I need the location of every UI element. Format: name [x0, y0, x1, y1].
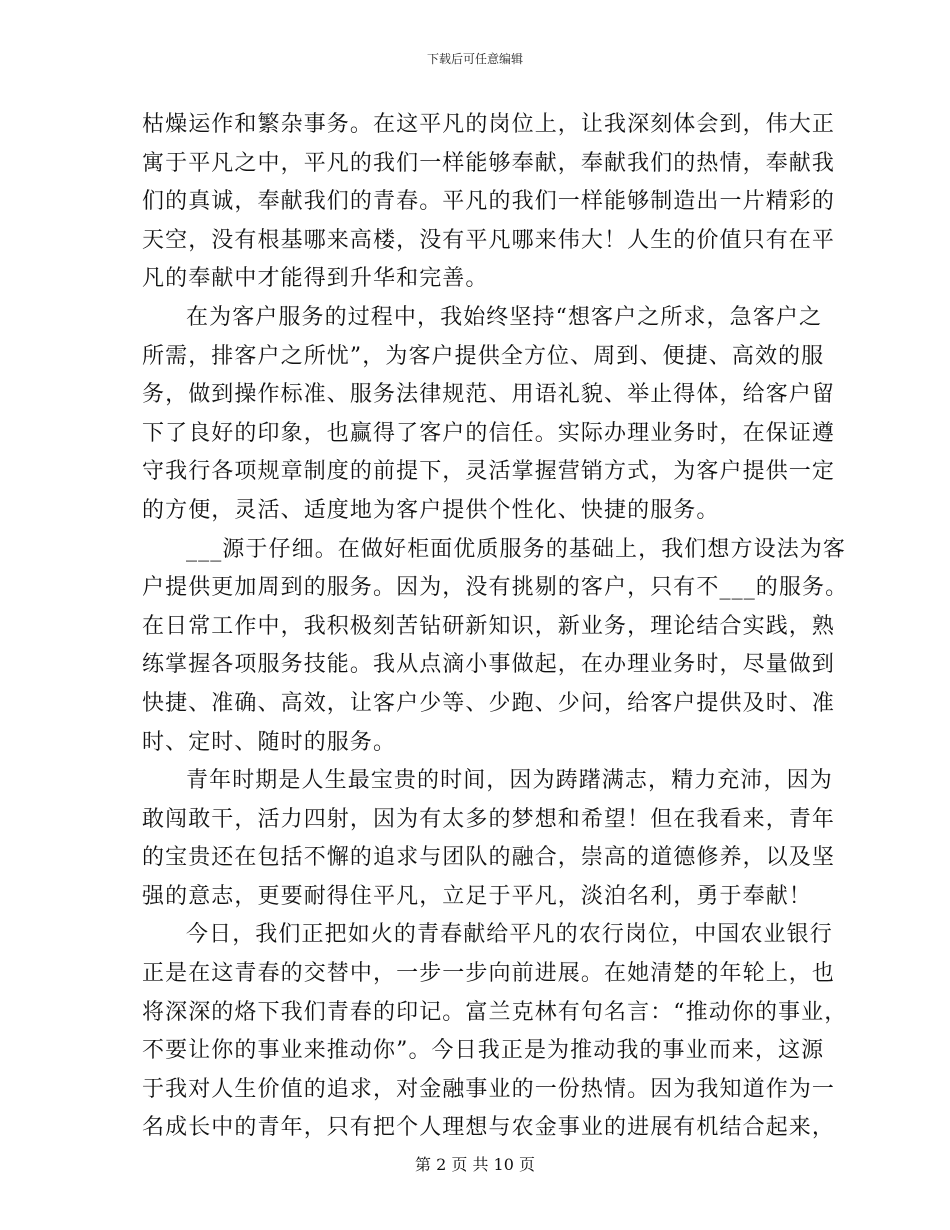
text-line: 于我对人生价值的追求，对金融事业的一份热情。因为我知道作为一 [142, 1076, 836, 1102]
paragraph-start-line: ___源于仔细。在做好柜面优质服务的基础上，我们想方设法为客 [186, 536, 847, 562]
text-line: 凡的奉献中才能得到升华和完善。 [142, 266, 489, 292]
text-line: 练掌握各项服务技能。我从点滴小事做起，在办理业务时，尽量做到 [142, 652, 836, 678]
text-line: 们的真诚，奉献我们的青春。平凡的我们一样能够制造出一片精彩的 [142, 189, 836, 215]
paragraph-start-line: 在为客户服务的过程中，我始终坚持“想客户之所求，急客户之 [186, 304, 823, 330]
paragraph-start-line: 青年时期是人生最宝贵的时间，因为踌躇满志，精力充沛，因为 [186, 768, 833, 794]
text-line: 强的意志，更要耐得住平凡，立足于平凡，淡泊名利，勇于奉献！ [142, 883, 812, 909]
text-line: 快捷、准确、高效，让客户少等、少跑、少问，给客户提供及时、准 [142, 690, 836, 716]
text-line: 的宝贵还在包括不懈的追求与团队的融合，崇高的道德修养，以及坚 [142, 845, 836, 871]
text-line: 守我行各项规章制度的前提下，灵活掌握营销方式，为客户提供一定 [142, 459, 836, 485]
page-number: 第 2 页 共 10 页 [415, 1155, 535, 1174]
text-line: 寓于平凡之中，平凡的我们一样能够奉献，奉献我们的热情，奉献我 [142, 150, 836, 176]
text-line: 户提供更加周到的服务。因为，没有挑剔的客户，只有不___的服务。 [142, 575, 849, 601]
page-header: 下载后可任意编辑 [426, 52, 523, 66]
text-line: 下了良好的印象，也赢得了客户的信任。实际办理业务时，在保证遵 [142, 420, 836, 446]
text-line: 的方便，灵活、适度地为客户提供个性化、快捷的服务。 [142, 497, 720, 523]
text-line: 敢闯敢干，活力四射，因为有太多的梦想和希望！但在我看来，青年 [142, 806, 836, 832]
text-line: 在日常工作中，我积极刻苦钻研新知识，新业务，理论结合实践，熟 [142, 613, 836, 639]
text-line: 时、定时、随时的服务。 [142, 729, 397, 755]
text-line: 天空，没有根基哪来高楼，没有平凡哪来伟大！人生的价值只有在平 [142, 227, 836, 253]
document-body [142, 106, 849, 1148]
text-line: 所需，排客户之所忧”，为客户提供全方位、周到、便捷、高效的服 [142, 343, 825, 369]
text-line: 名成长中的青年，只有把个人理想与农金事业的进展有机结合起来， [142, 1115, 836, 1141]
text-line: 枯燥运作和繁杂事务。在这平凡的岗位上，让我深刻体会到，伟大正 [142, 112, 836, 137]
text-line: 务，做到操作标准、服务法律规范、用语礼貌、举止得体，给客户留 [142, 382, 836, 408]
paragraph-start-line: 今日，我们正把如火的青春献给平凡的农行岗位，中国农业银行 [186, 922, 833, 948]
text-line: 将深深的烙下我们青春的印记。富兰克林有句名言：“推动你的事业， [142, 999, 848, 1025]
text-line: 正是在这青春的交替中，一步一步向前进展。在她清楚的年轮上，也 [142, 961, 836, 987]
text-line: 不要让你的事业来推动你”。今日我正是为推动我的事业而来，这源 [142, 1038, 825, 1064]
